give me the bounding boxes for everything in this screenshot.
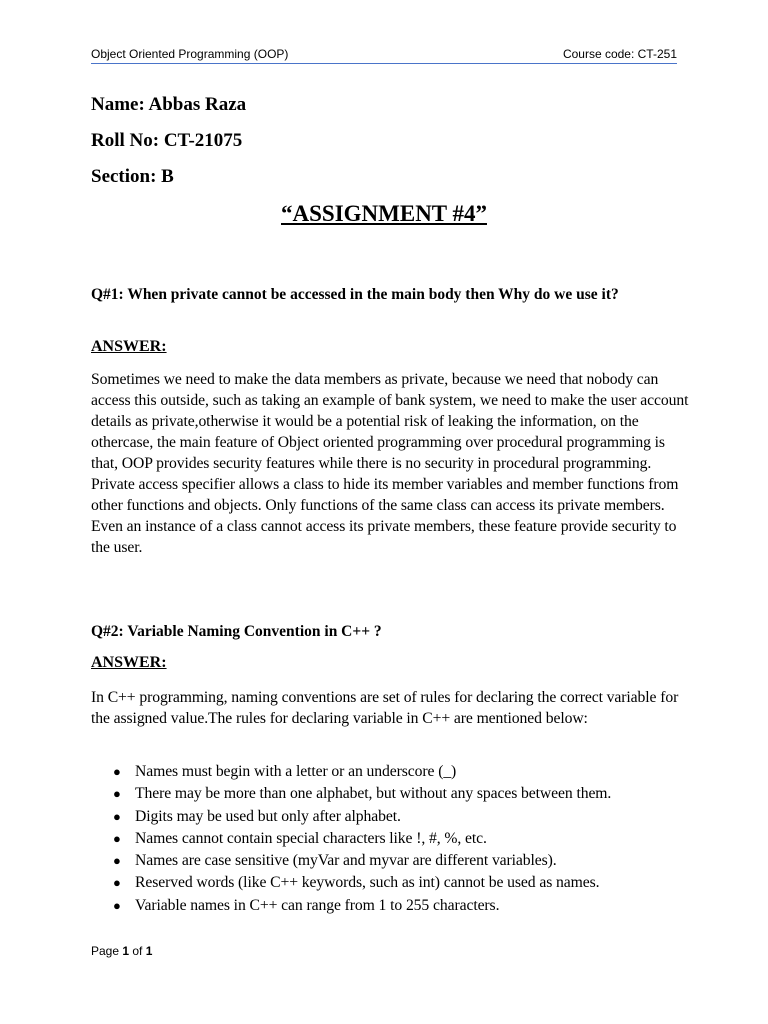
question-1: Q#1: When private cannot be accessed in the main body then Why do we use it? — [91, 286, 619, 303]
student-roll-no: Roll No: CT-21075 — [91, 130, 243, 151]
header-course-code: Course code: CT-251 — [562, 47, 677, 61]
bullet-icon: ● — [113, 786, 121, 802]
naming-rules-list — [91, 761, 691, 917]
list-item: ● Digits may be used but only after alphabet. — [91, 806, 691, 828]
answer-1-label: ANSWER: — [91, 338, 167, 355]
list-item: ● Names cannot contain special characters like !, #, %, etc. — [91, 828, 691, 850]
list-item: ● Names must begin with a letter or an underscore (_) — [91, 761, 691, 783]
bullet-icon: ● — [113, 875, 121, 891]
list-item: ● Variable names in C++ can range from 1 to 255 characters. — [91, 895, 691, 917]
list-item: ● There may be more than one alphabet, but without any spaces between them. — [91, 783, 691, 805]
header-course-title: Object Oriented Programming (OOP) — [91, 47, 289, 61]
page-header — [91, 46, 677, 64]
bullet-icon: ● — [113, 853, 121, 869]
student-name: Name: Abbas Raza — [91, 94, 247, 115]
assignment-title: “ASSIGNMENT #4” — [281, 201, 487, 226]
question-2: Q#2: Variable Naming Convention in C++ ? — [91, 623, 382, 640]
footer-total-pages: 1 — [145, 944, 153, 958]
bullet-icon: ● — [113, 764, 121, 779]
list-item: ● Reserved words (like C++ keywords, such as int) cannot be used as names. — [91, 872, 691, 894]
footer-prefix: Page — [91, 944, 123, 958]
bullet-icon: ● — [113, 808, 121, 824]
footer-current-page: 1 — [122, 944, 130, 958]
page-footer — [91, 944, 152, 958]
footer-middle: of — [129, 944, 146, 958]
bullet-icon: ● — [113, 830, 121, 846]
header-rule — [91, 63, 677, 64]
answer-2-label: ANSWER: — [91, 654, 167, 671]
bullet-icon: ● — [113, 897, 121, 913]
answer-1-text: Sometimes we need to make the data members as private, because we need that nobody can access this outside, such as taking an example of bank system, we need to make the user account details as private,otherwise it would be a potential risk of leaking the information, on the othercase, the main feature of Object oriented programming over procedural programming is that, OOP provides security features while there is no security in procedural programming. Private access specifier allows a class to hide its member variables and member functions from other functions and objects. Only functions of the same class can access its private members. Even an instance of a class cannot access its private members, these feature provide security to the user. — [91, 371, 689, 556]
answer-2-text: In C++ programming, naming conventions are set of rules for declaring the correct variable for the assigned value.The rules for declaring variable in C++ are mentioned below: — [91, 689, 679, 727]
list-item: ● Names are case sensitive (myVar and myvar are different variables). — [91, 850, 691, 872]
student-section: Section: B — [91, 166, 174, 187]
